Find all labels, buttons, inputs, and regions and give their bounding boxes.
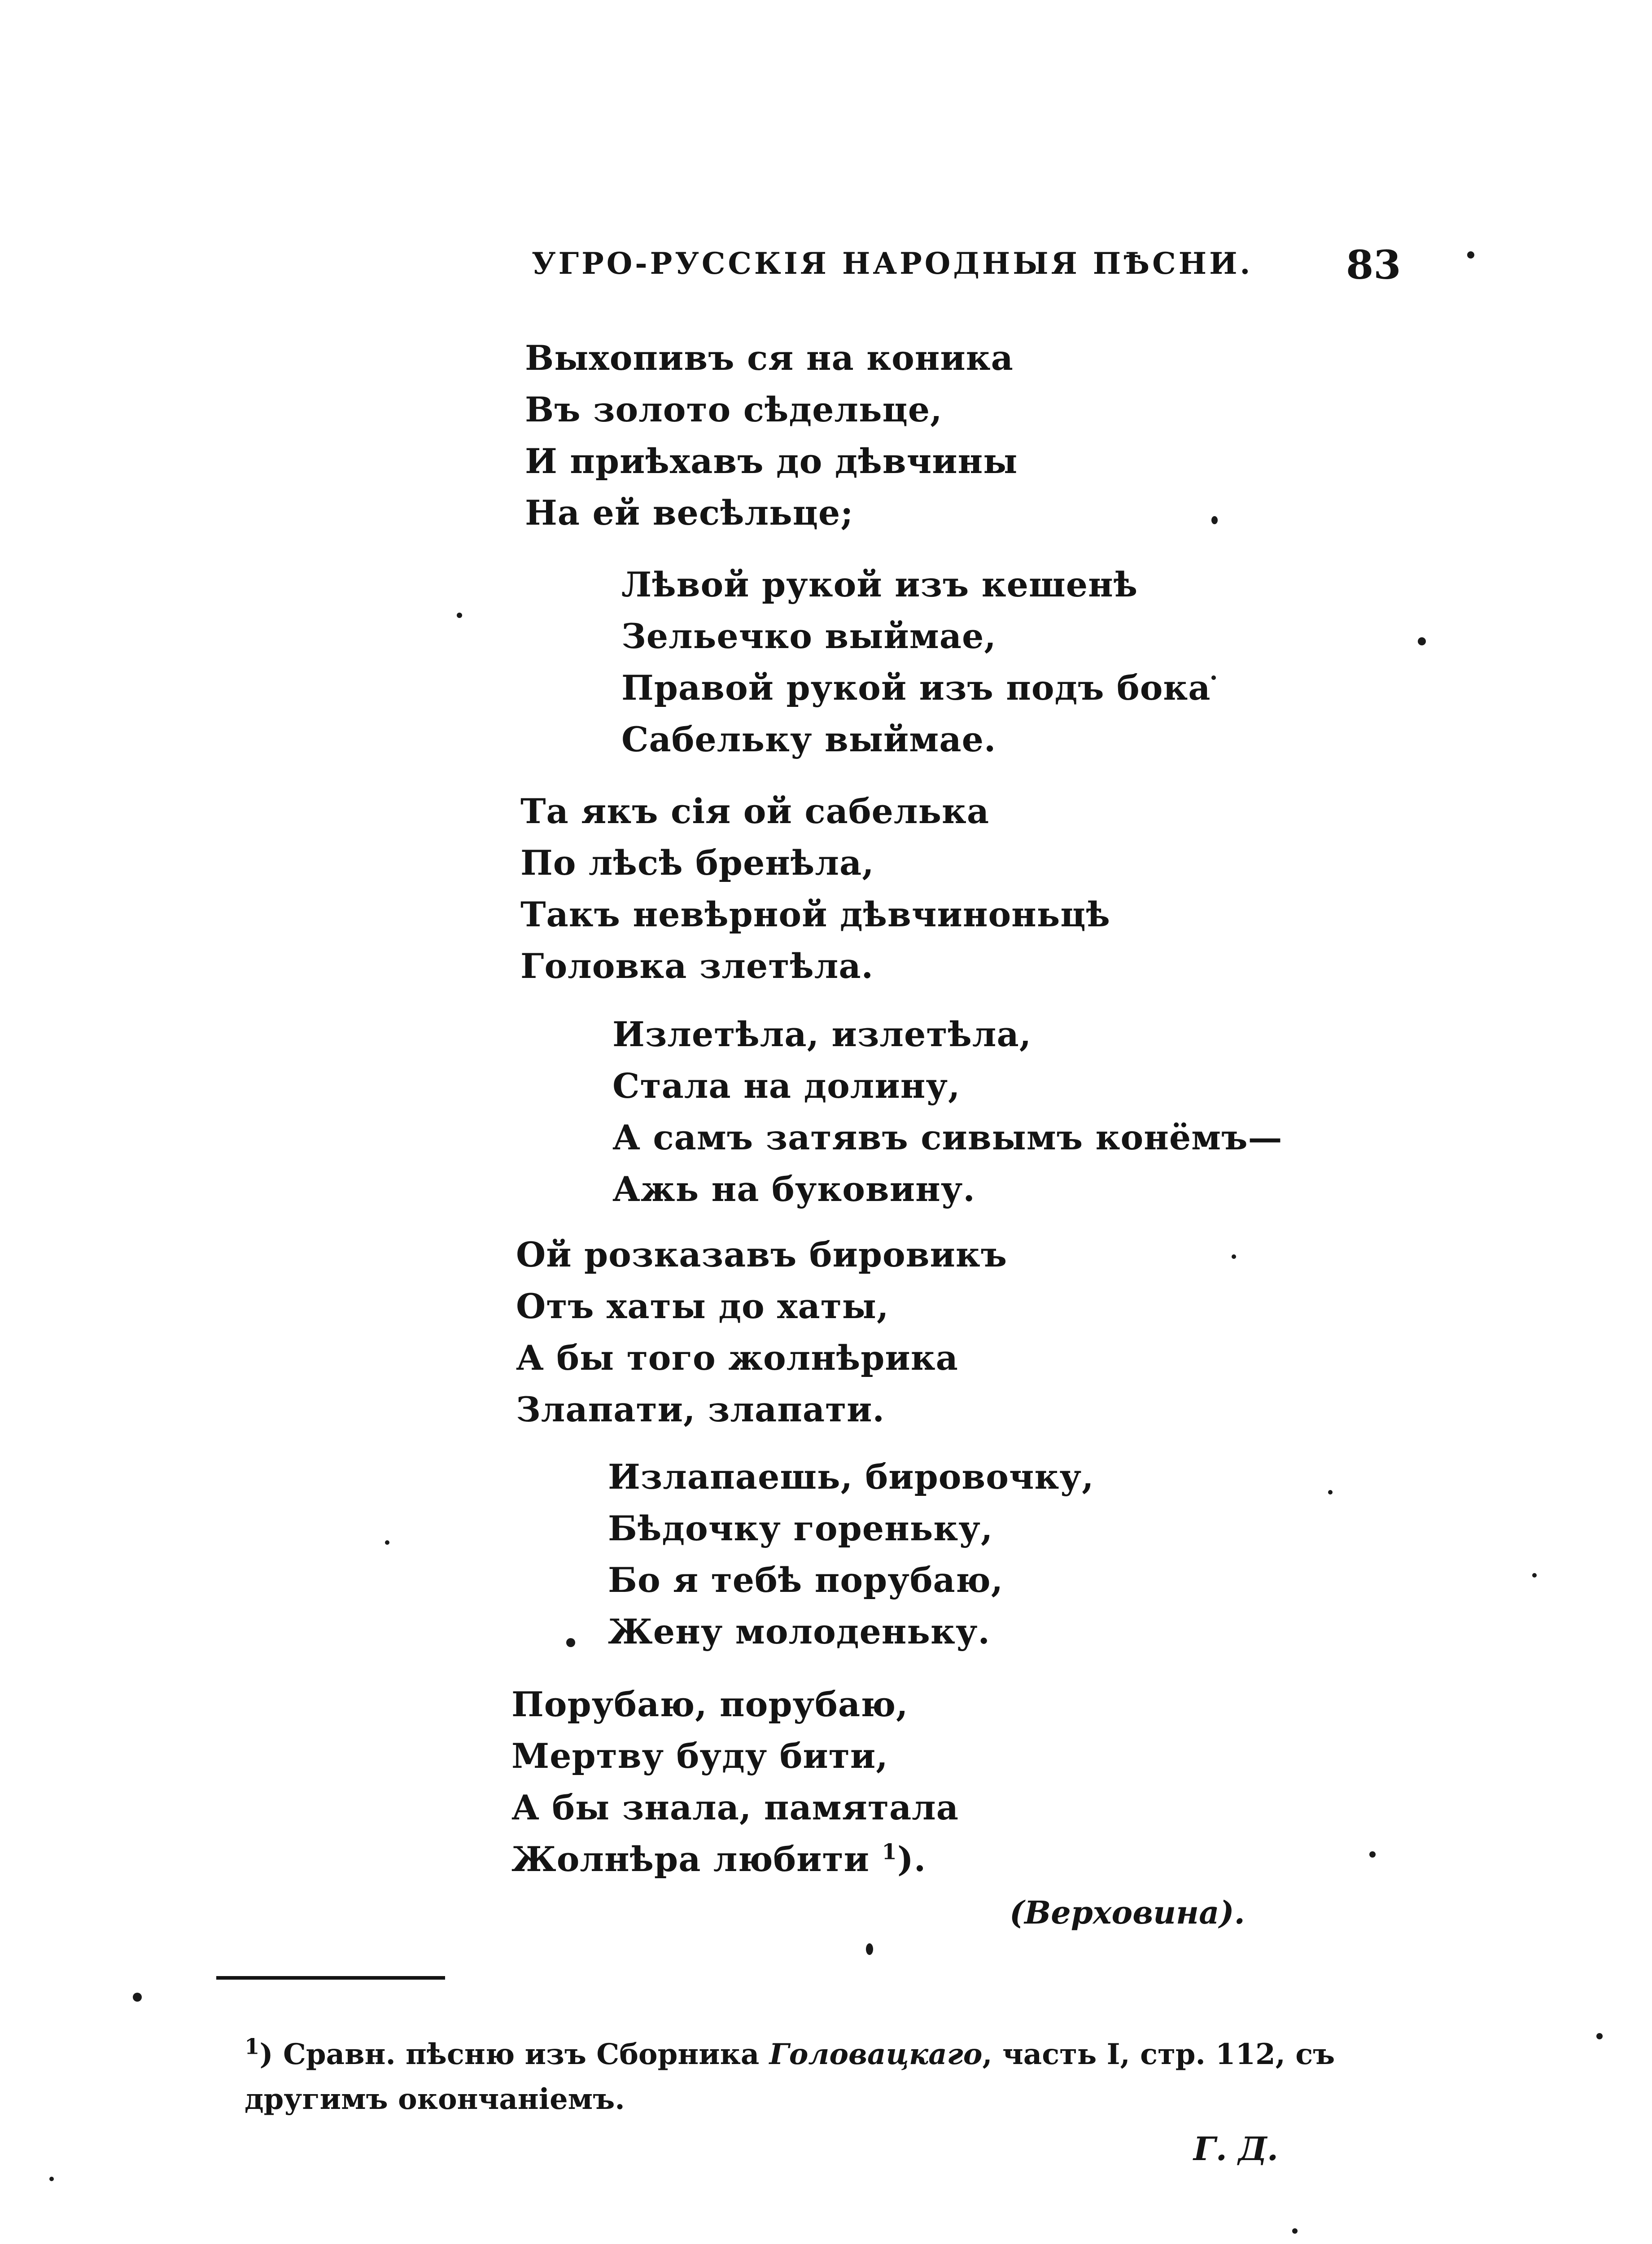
page-number: 83 — [1346, 241, 1401, 288]
poem-line: А бы знала, памятала — [511, 1788, 959, 1828]
footnote-reference: 1 — [882, 1839, 897, 1865]
poem-line: Мертву буду бити, — [511, 1736, 888, 1776]
scan-speck — [133, 1993, 142, 2002]
scan-speck — [1418, 637, 1426, 645]
scan-speck — [49, 2177, 54, 2181]
poem-stanza-7 — [511, 1679, 959, 1885]
poem-line: Порубаю, порубаю, — [511, 1684, 909, 1724]
footnote-divider — [216, 1976, 445, 1980]
source-attribution: (Верховина). — [1010, 1894, 1245, 1931]
poem-line: Бѣдочку гореньку, — [608, 1508, 993, 1548]
footnote-italic-name: Головацкаго — [769, 2038, 983, 2071]
poem-line: Правой рукой изъ подъ бока — [621, 668, 1211, 708]
running-title: УГРО-РУССКІЯ НАРОДНЫЯ ПѢСНИ. — [532, 246, 1253, 281]
poem-stanza-5 — [516, 1229, 1007, 1435]
poem-line: Лѣвой рукой изъ кешенѣ — [621, 565, 1138, 605]
poem-line: А самъ затявъ сивымъ конёмъ— — [612, 1118, 1283, 1157]
poem-line: И приѣхавъ до дѣвчины — [525, 441, 1018, 481]
poem-line: Въ золото сѣдельце, — [525, 390, 943, 430]
poem-line: Зельечко выймае, — [621, 616, 996, 656]
scan-speck — [457, 613, 462, 618]
poem-line: Жену молоденьку. — [608, 1612, 990, 1652]
scan-speck — [1292, 2228, 1298, 2234]
poem-line: Ажь на буковину. — [612, 1169, 975, 1209]
poem-line: Сабельку выймае. — [621, 719, 996, 759]
poem-line: Излапаешь, бировочку, — [608, 1457, 1094, 1497]
poem-stanza-6 — [608, 1451, 1094, 1657]
scan-speck — [1532, 1573, 1537, 1578]
scan-speck — [566, 1638, 575, 1647]
poem-line: Отъ хаты до хаты, — [516, 1286, 889, 1326]
poem-line: Излетѣла, излетѣла, — [612, 1014, 1032, 1054]
footnote-text-after: , часть I, стр. 112, съ другимъ окончаніемъ. — [245, 2038, 1335, 2116]
poem-line: Стала на долину, — [612, 1066, 961, 1106]
scan-speck — [1328, 1490, 1333, 1495]
poem-line: А бы того жолнѣрика — [516, 1338, 958, 1378]
poem-line-tail: ). — [897, 1839, 927, 1879]
scan-speck — [1211, 516, 1218, 524]
poem-line-last — [511, 1833, 959, 1885]
poem-stanza-4 — [612, 1008, 1283, 1215]
poem-line: На ей весѣльце; — [525, 493, 854, 533]
signature-initials: Г. Д. — [1193, 2130, 1278, 2168]
poem-line-text: Жолнѣра любити — [511, 1839, 870, 1879]
poem-line: Головка злетѣла. — [520, 946, 874, 986]
footnote-text-before: ) Сравн. пѣсню изъ Сборника — [259, 2038, 769, 2071]
scan-speck — [1211, 675, 1216, 680]
footnote-marker: 1 — [245, 2034, 260, 2060]
scan-speck — [385, 1540, 389, 1545]
poem-stanza-2 — [621, 559, 1211, 765]
poem-stanza-3 — [520, 785, 1110, 992]
scan-speck — [1369, 1851, 1376, 1858]
footnote — [245, 2032, 1375, 2122]
poem-line: Выхопивъ ся на коника — [525, 338, 1014, 378]
scan-speck — [866, 1943, 873, 1955]
scan-speck — [1467, 251, 1474, 259]
poem-line: Бо я тебѣ порубаю, — [608, 1560, 1004, 1600]
scan-speck — [1596, 2033, 1603, 2039]
poem-line: Такъ невѣрной дѣвчиноньцѣ — [520, 894, 1110, 934]
poem-line: Та якъ сія ой сабелька — [520, 791, 990, 831]
poem-line: Злапати, злапати. — [516, 1389, 885, 1429]
scan-speck — [1232, 1254, 1236, 1259]
poem-line: По лѣсѣ бренѣла, — [520, 843, 874, 883]
poem-line: Ой розказавъ бировикъ — [516, 1235, 1008, 1275]
poem-stanza-1 — [525, 332, 1018, 539]
